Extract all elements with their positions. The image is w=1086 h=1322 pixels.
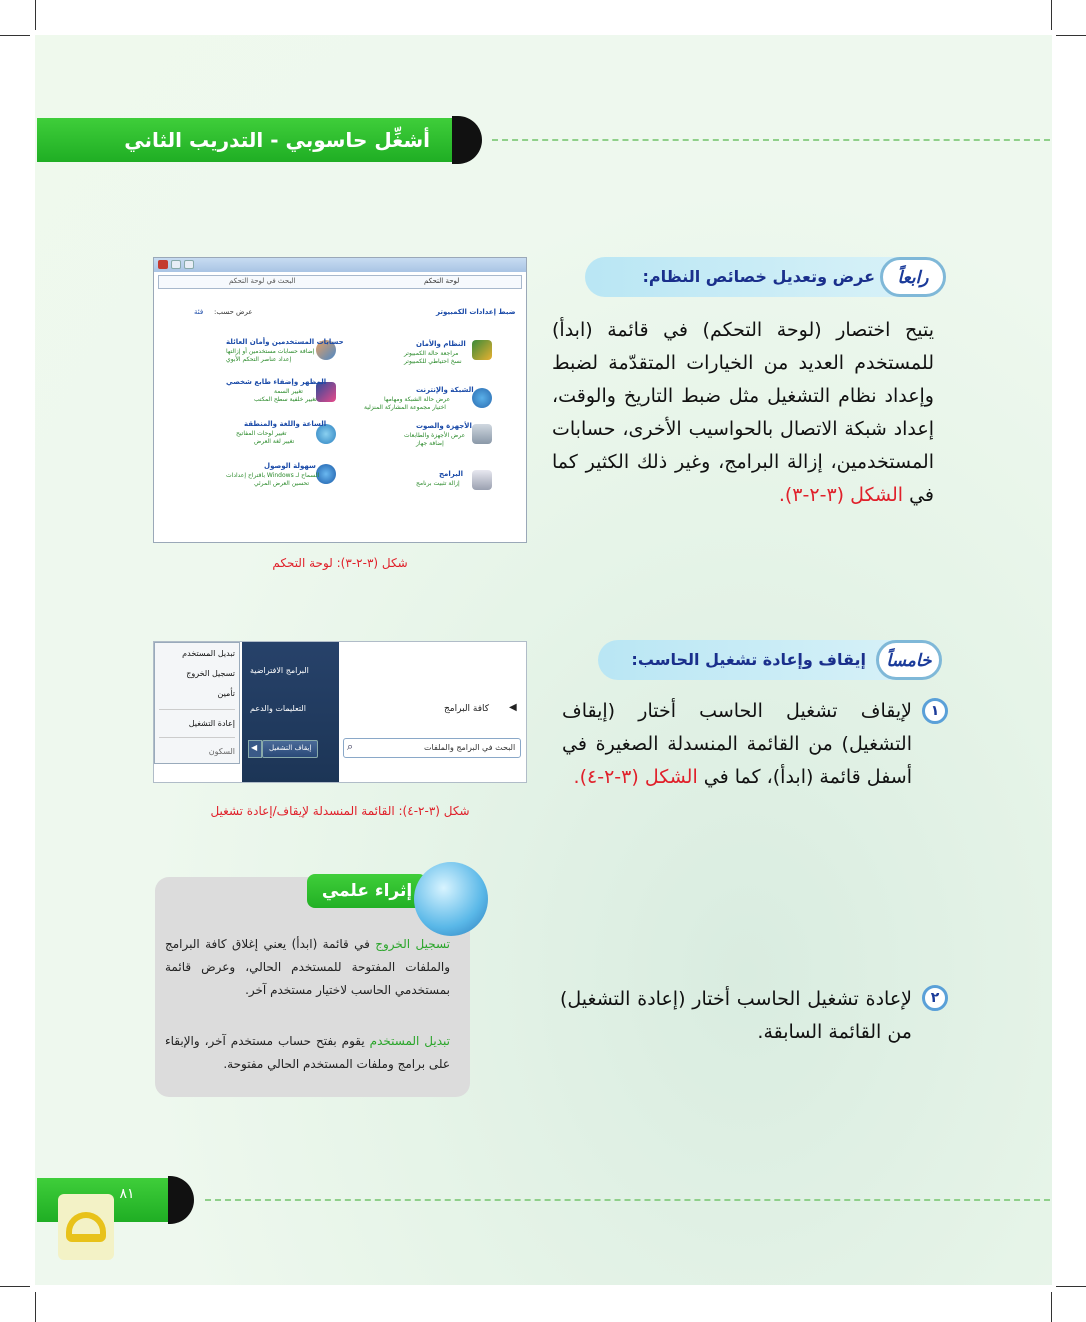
enrichment-paragraph-1: تسجيل الخروج في قائمة (ابدأ) يعني إغلاق كافة البرامج والملفات المفتوحة للمستخدم الحالي، وعرض قائمة بمستخدمي الحاسب لاختيار مستخدم آخر.: [165, 937, 450, 997]
cp-item-title: حسابات المستخدمين وأمان العائلة: [226, 338, 344, 346]
section4-badge: رابعاً: [880, 257, 946, 297]
cp-item-title: الشبكة والإنترنت: [416, 386, 474, 394]
start-menu-screenshot: [153, 641, 527, 783]
chevron-left-icon: ◀: [509, 702, 517, 713]
crop-mark: [1051, 0, 1052, 30]
cp-item-link: تغيير السمة: [274, 388, 303, 395]
cp-view-by: عرض حسب:: [214, 308, 253, 316]
crop-mark: [1056, 35, 1086, 36]
shutdown-options-arrow[interactable]: [248, 740, 262, 758]
page-title: أشغِّل حاسوبي - التدريب الثاني: [124, 128, 430, 152]
enrichment-paragraph-2: تبديل المستخدم يقوم بفتح حساب مستخدم آخر، والإبقاء على برامج وملفات المستخدم الحالي مفتوحة.: [165, 1034, 450, 1071]
logo-mark: [66, 1212, 106, 1242]
cp-item-title: الساعة واللغة والمنطقة: [244, 420, 327, 428]
shutdown-button[interactable]: إيقاف التشغيل: [262, 740, 318, 758]
cp-item-link: إعداد عناصر التحكم الأبوي: [226, 356, 292, 363]
step-1-number: ١: [922, 698, 948, 724]
cp-item-link: اختيار مجموعة المشاركة المنزلية: [364, 404, 446, 411]
section5-badge: خامساً: [876, 640, 942, 680]
cp-item-title: المظهر وإضفاء طابع شخصي: [226, 378, 327, 386]
cp-item-link: إضافة حسابات مستخدمين أو إزالتها: [226, 348, 315, 355]
crop-mark: [35, 0, 36, 30]
globe-laptop-icon: [414, 862, 488, 936]
minimize-icon: [184, 260, 194, 269]
cp-item-link: تحسين العرض المرئي: [254, 480, 309, 487]
footer-divider: [205, 1199, 1050, 1201]
section5-title: إيقاف وإعادة تشغيل الحاسب:: [631, 650, 866, 669]
menu-item-sleep[interactable]: السكون: [208, 747, 235, 756]
breadcrumb: لوحة التحكم: [424, 277, 460, 285]
cp-item-link: إزالة تثبيت برنامج: [416, 480, 460, 487]
section5-step2: لإعادة تشغيل الحاسب أختار (إعادة التشغيل) من القائمة السابقة.: [560, 988, 912, 1043]
crop-mark: [1051, 1292, 1052, 1322]
section5-step1: لإيقاف تشغيل الحاسب أختار (إيقاف التشغيل) من القائمة المنسدلة الصغيرة في أسفل قائمة (ابدأ)، كما في الشكل (٣-٢-٤).: [562, 700, 912, 788]
cp-view-value: فئة: [194, 308, 204, 316]
crop-mark: [1056, 1286, 1086, 1287]
address-bar: [158, 275, 522, 289]
cp-item-link: تغيير لوحات المفاتيح: [236, 430, 287, 437]
cp-item-link: مراجعة حالة الكمبيوتر: [404, 350, 459, 357]
programs-icon: [472, 470, 492, 490]
cp-item-link: السماح لـ Windows باقتراح إعدادات: [226, 472, 320, 479]
close-icon: [158, 260, 168, 269]
menu-divider: [159, 709, 235, 710]
cp-item-title: الأجهزة والصوت: [416, 422, 472, 430]
cp-item-title: النظام والأمان: [416, 340, 466, 348]
shutdown-dropdown-menu: [154, 642, 240, 764]
menu-divider: [159, 737, 235, 738]
menu-item-lock[interactable]: تأمين: [217, 689, 235, 698]
cp-item-link: إضافة جهاز: [416, 440, 444, 447]
header-divider: [492, 139, 1050, 141]
menu-item-logoff[interactable]: تسجيل الخروج: [186, 669, 235, 678]
cp-item-link: عرض حالة الشبكة ومهامها: [384, 396, 451, 403]
control-panel-screenshot: [153, 257, 527, 543]
menu-item-restart[interactable]: إعادة التشغيل: [188, 719, 235, 728]
help-support-link: التعليمات والدعم: [250, 704, 306, 713]
printer-icon: [472, 424, 492, 444]
cp-item-link: عرض الأجهزة والطابعات: [404, 432, 466, 439]
step-2-number: ٢: [922, 985, 948, 1011]
figure-caption-start-menu: شكل (٣-٢-٤): القائمة المنسدلة لإيقاف/إعادة تشغيل: [210, 804, 470, 818]
enrichment-title: إثراء علمي: [307, 874, 427, 908]
cp-item-link: نسخ احتياطي للكمبيوتر: [404, 358, 462, 365]
publisher-logo-icon: [58, 1194, 114, 1260]
search-icon: ⌕: [347, 740, 354, 753]
network-icon: [472, 388, 492, 408]
crop-mark: [35, 1292, 36, 1322]
crop-mark: [0, 1286, 30, 1287]
start-search-input: البحث في البرامج والملفات ⌕: [343, 738, 521, 758]
cp-item-link: تغيير خلفية سطح المكتب: [254, 396, 317, 403]
all-programs-link: كافة البرامج: [444, 704, 490, 714]
start-menu-left-pane: [339, 642, 526, 782]
cp-item-title: البرامج: [439, 470, 464, 478]
search-field: البحث في لوحة التحكم: [229, 277, 296, 285]
default-programs-link: البرامج الافتراضية: [250, 666, 309, 675]
chevron-left-icon: ◀: [251, 743, 258, 752]
section4-paragraph: يتيح اختصار (لوحة التحكم) في قائمة (ابدأ) للمستخدم العديد من الخيارات المتقدّمة لضبط وإعداد نظام التشغيل مثل ضبط التاريخ والوقت، إعداد شبكة الاتصال بالحواسيب الأخرى، حسابات المستخدمين، إزالة البرامج، وغير ذلك الكثير كما في الشكل (٣-٢-٣).: [552, 319, 934, 506]
cp-item-title: سهولة الوصول: [264, 462, 316, 470]
menu-item-switch-user[interactable]: تبديل المستخدم: [182, 649, 235, 658]
start-menu-right-pane: [242, 642, 339, 782]
figure-caption-control-panel: شكل (٣-٢-٣): لوحة التحكم: [272, 556, 408, 570]
section4-title: عرض وتعديل خصائص النظام:: [642, 267, 875, 286]
page-number: ٨١: [119, 1186, 135, 1202]
maximize-icon: [171, 260, 181, 269]
cp-item-link: تغيير لغة العرض: [254, 438, 295, 445]
crop-mark: [0, 35, 30, 36]
shield-icon: [472, 340, 492, 360]
cp-heading: ضبط إعدادات الكمبيوتر: [436, 308, 516, 316]
window-titlebar: [154, 258, 526, 272]
